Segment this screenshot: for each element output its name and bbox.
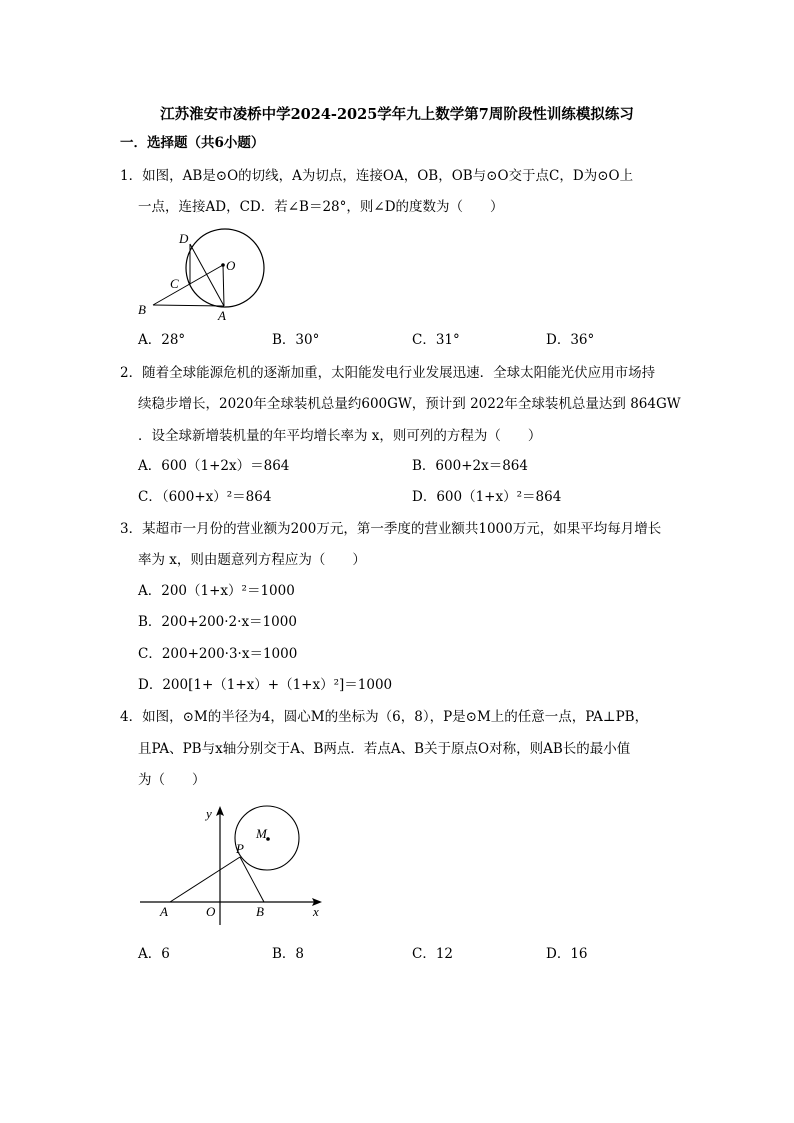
q3-option-c: C．200+200·3·x＝1000 (138, 646, 298, 662)
q4-text-line1: 4．如图，⊙M的半径为4，圆心M的坐标为（6，8），P是⊙M上的任意一点，PA⊥PB， (120, 709, 649, 725)
q2-text-line3: ．设全球新增装机量的年平均增长率为 x，则可列的方程为（ ） (138, 428, 542, 444)
page-title: 江苏淮安市凌桥中学2024-2025学年九上数学第7周阶段性训练模拟练习 (160, 106, 634, 123)
label-P: P (236, 841, 244, 856)
label-B: B (256, 904, 264, 919)
q1-option-b: B．30° (272, 332, 320, 348)
q2-option-a: A．600（1+2x）＝864 (138, 458, 290, 474)
label-O: O (226, 258, 236, 273)
q3-option-d: D．200[1+（1+x）+（1+x）²]＝1000 (138, 677, 393, 693)
label-D: D (179, 231, 189, 246)
q3-option-b: B．200+200·2·x＝1000 (138, 614, 297, 630)
q4-text-line2: 且PA、PB与x轴分别交于A、B两点．若点A、B关于原点O对称，则AB长的最小值 (138, 741, 631, 757)
q1-text-line1: 1．如图，AB是⊙O的切线，A为切点，连接OA，OB，OB与⊙O交于点C，D为⊙O上 (120, 168, 634, 184)
q1-option-d: D．36° (546, 332, 595, 348)
q1-text-line2: 一点，连接AD，CD．若∠B＝28°，则∠D的度数为（ ） (138, 199, 504, 215)
label-x: x (313, 904, 319, 919)
q2-option-c: C．（600+x）²＝864 (138, 489, 272, 505)
q1-option-a: A．28° (138, 332, 186, 348)
label-O: O (206, 904, 216, 919)
q2-text-line2: 续稳步增长，2020年全球装机总量约600GW，预计到 2022年全球装机总量达到 864GW (138, 396, 681, 412)
q4-option-b: B．8 (272, 946, 305, 962)
q3-text-line2: 率为 x，则由题意列方程应为（ ） (138, 552, 366, 568)
q2-option-d: D．600（1+x）²＝864 (412, 489, 562, 505)
q3-option-a: A．200（1+x）²＝1000 (138, 583, 295, 599)
q4-option-d: D．16 (546, 946, 588, 962)
label-A: A (218, 308, 226, 323)
q4-option-c: C．12 (412, 946, 454, 962)
q1-option-c: C．31° (412, 332, 460, 348)
label-M: M (256, 826, 267, 841)
label-B: B (138, 302, 146, 317)
q2-text-line1: 2．随着全球能源危机的逐渐加重，太阳能发电行业发展迅速．全球太阳能光伏应用市场持 (120, 365, 656, 381)
q2-option-b: B．600+2x＝864 (412, 458, 528, 474)
section-heading: 一．选择题（共6小题） (120, 135, 265, 151)
q4-text-line3: 为（ ） (138, 772, 206, 788)
q4-option-a: A．6 (138, 946, 170, 962)
label-y: y (206, 806, 212, 821)
q3-text-line1: 3．某超市一月份的营业额为200万元，第一季度的营业额共1000万元，如果平均每月增长 (120, 521, 662, 537)
label-A: A (160, 904, 168, 919)
label-C: C (170, 276, 179, 291)
